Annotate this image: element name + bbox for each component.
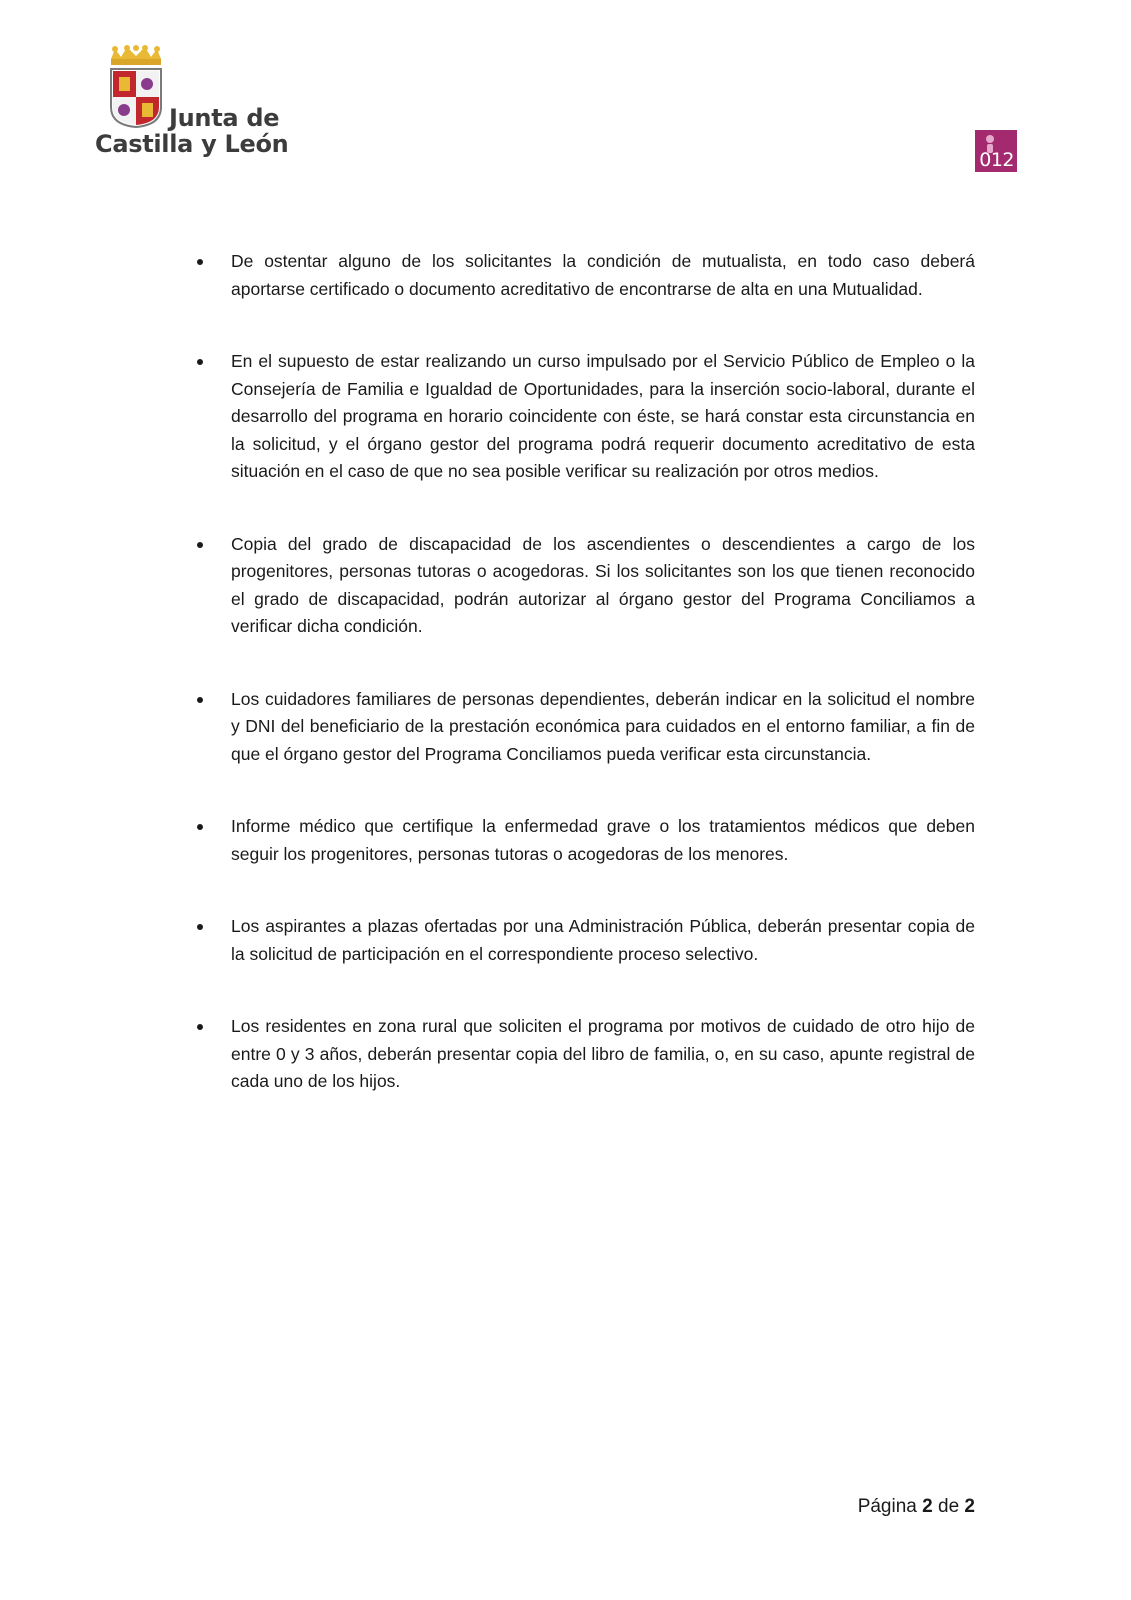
page-word: Página: [857, 1496, 917, 1517]
list-item-text: Copia del grado de discapacidad de los ascendientes o descendientes a cargo de los progenitores, personas tutoras o acogedoras. Si los solicitantes son los que tienen reconocido el grado de discapacidad, podrán autorizar al órgano gestor del Programa Conciliamos a verificar dicha condición.: [231, 533, 975, 636]
badge-label: 012: [979, 149, 1014, 171]
list-item-text: De ostentar alguno de los solicitantes la condición de mutualista, en todo caso deberá aportarse certificado o documento acreditativo de encontrarse de alta en una Mutualidad.: [231, 251, 975, 299]
bullet-icon: [197, 359, 203, 365]
of-word: de: [938, 1496, 960, 1517]
info-012-badge: [975, 130, 1017, 172]
current-page: 2: [922, 1496, 933, 1517]
list-item: [195, 913, 975, 968]
list-item-text: Informe médico que certifique la enfermedad grave o los tratamientos médicos que deben seguir los progenitores, personas tutoras o acogedoras de los menores.: [231, 816, 975, 864]
junta-castilla-leon-logo: [95, 45, 295, 165]
list-item: [195, 348, 975, 486]
bullet-icon: [197, 824, 203, 830]
bullet-icon: [197, 542, 203, 548]
organization-name: [95, 105, 288, 157]
list-item-text: Los residentes en zona rural que soliciten el programa por motivos de cuidado de otro hijo de entre 0 y 3 años, deberán presentar copia del libro de familia, o, en su caso, apunte registral de cada uno de los hijos.: [231, 1016, 975, 1091]
bullet-icon: [197, 259, 203, 265]
total-pages: 2: [964, 1496, 975, 1517]
organization-name-line1: Junta de: [169, 104, 280, 132]
list-item-text: Los cuidadores familiares de personas dependientes, deberán indicar en la solicitud el nombre y DNI del beneficiario de la prestación económica para cuidados en el entorno familiar, a fin de que el órgano gestor del Programa Conciliamos pueda verificar esta circunstancia.: [231, 688, 975, 764]
list-item: [195, 1013, 975, 1096]
page-number: [858, 1496, 975, 1518]
crown-icon: [109, 45, 163, 67]
bullet-icon: [197, 697, 203, 703]
list-item-text: En el supuesto de estar realizando un curso impulsado por el Servicio Público de Empleo o la Consejería de Familia e Igualdad de Oportunidades, para la inserción socio-laboral, durante el desarrollo del programa en horario coincidente con éste, se hará constar esta circunstancia en la solicitud, y el órgano gestor del programa podrá requerir documento acreditativo de esta situación en el caso de que no sea posible verificar su realización por otros medios.: [231, 351, 975, 481]
list-item: [195, 813, 975, 868]
organization-name-line2: Castilla y León: [95, 130, 289, 158]
list-item: [195, 248, 975, 303]
list-item-text: Los aspirantes a plazas ofertadas por una Administración Pública, deberán presentar copia de la solicitud de participación en el correspondiente proceso selectivo.: [231, 916, 975, 964]
bullet-icon: [197, 1024, 203, 1030]
list-item: [195, 686, 975, 769]
document-body: [195, 248, 975, 1096]
bullet-icon: [197, 924, 203, 930]
list-item: [195, 531, 975, 641]
